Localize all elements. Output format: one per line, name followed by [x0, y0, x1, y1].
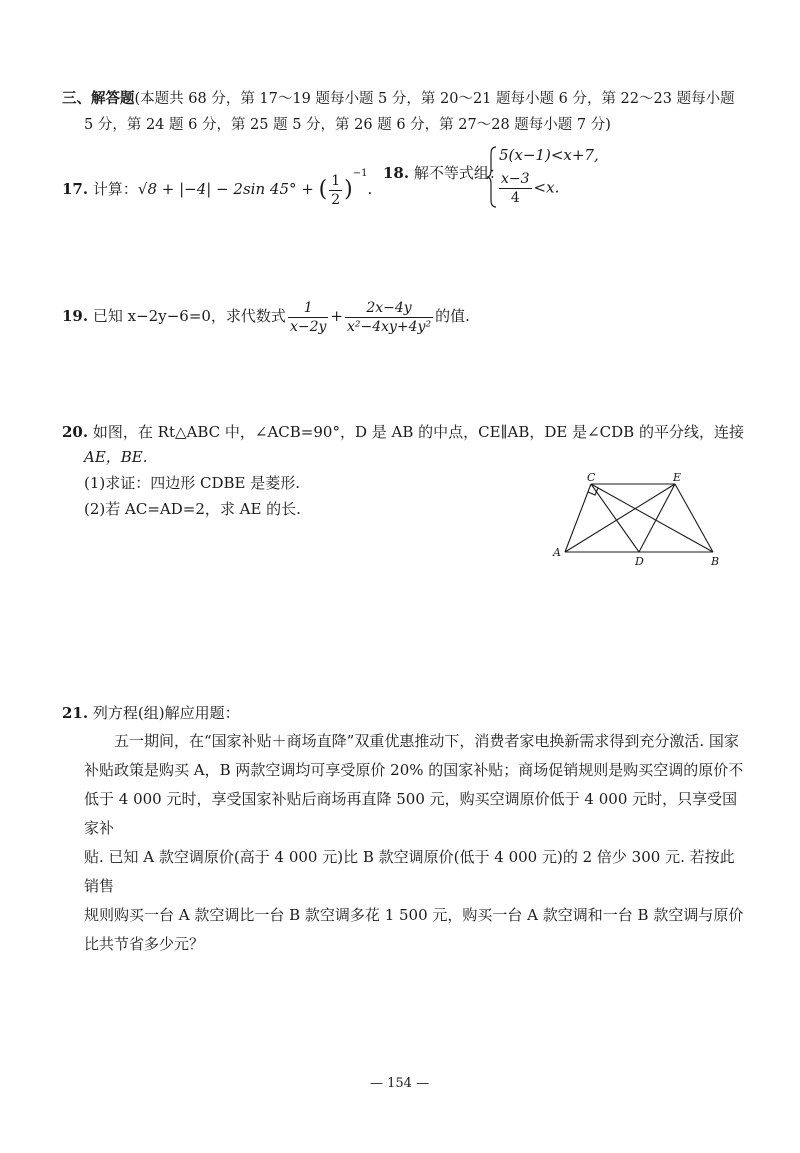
- question-number-19: 19.: [62, 307, 89, 325]
- q21-line: 贴. 已知 A 款空调原价(高于 4 000 元)比 B 款空调原价(低于 4 000 元)的 2 倍少 300 元. 若按此销售: [84, 848, 735, 895]
- q20-part-2: (2)若 AC=AD=2，求 AE 的长.: [84, 500, 301, 518]
- q18-brace: [487, 146, 497, 208]
- question-21-title: [62, 702, 240, 724]
- section-header-line-2: [84, 114, 611, 136]
- q21-line: 补贴政策是购买 A，B 两款空调均可享受原价 20% 的国家补贴；商场促销规则是购买空调的原价不: [84, 761, 744, 779]
- q21-line: 低于 4 000 元时，享受国家补贴后商场再直降 500 元，购买空调原价低于 4 000 元时，只享受国家补: [84, 790, 738, 837]
- question-20-line-1: [62, 421, 744, 443]
- q21-line: 规则购买一台 A 款空调比一台 B 款空调多花 1 500 元，购买一台 A 款空调和一台 B 款空调与原价: [84, 906, 744, 924]
- q20-part-1: (1)求证：四边形 CDBE 是菱形.: [84, 474, 301, 492]
- section-heading: 三、解答题: [62, 90, 135, 107]
- question-number-21: 21.: [62, 704, 89, 722]
- label-A: A: [553, 546, 561, 559]
- q18-label: 解不等式组：: [413, 164, 504, 182]
- q18-inequality-2: $\frac{x-3}{4}$ <x.: [501, 171, 560, 206]
- q17-fraction: $\frac{1}{2}$: [331, 172, 341, 208]
- q21-title: 列方程(组)解应用题：: [92, 704, 240, 722]
- segment-CB: [591, 484, 713, 552]
- label-C: C: [587, 471, 596, 484]
- page-number: — 154 —: [370, 1076, 430, 1091]
- segment-AC: [565, 484, 591, 552]
- q21-body: [84, 727, 744, 959]
- section-description-1: (本题共 68 分，第 17～19 题每小题 5 分，第 20～21 题每小题 6 分，第 22～23 题每小题: [134, 91, 735, 107]
- q17-expression: √8 + |−4| − 2sin 45° +: [137, 180, 319, 198]
- label-B: B: [711, 555, 720, 568]
- q19-text-b: 的值.: [435, 307, 470, 325]
- q20-line-1: 如图，在 Rt△ABC 中，∠ACB=90°，D 是 AB 的中点，CE∥AB，DE 是∠CDB 的平分线，连接: [92, 423, 744, 441]
- q21-line: 比共节省多少元？: [84, 935, 205, 953]
- segment-DE: [639, 484, 675, 552]
- q17-end: .: [367, 180, 373, 198]
- q19-plus: +: [330, 307, 343, 325]
- question-number-18: 18.: [383, 164, 410, 182]
- section-header-line-1: [62, 88, 735, 110]
- q20-figure: [545, 470, 735, 570]
- question-number-20: 20.: [62, 423, 89, 441]
- q19-text-a: 已知 x−2y−6=0，求代数式: [92, 307, 286, 325]
- q19-fraction-1: $\frac{1}{x-2y}$: [289, 299, 327, 335]
- segment-AE: [565, 484, 675, 552]
- q20-line-2: AE，BE.: [84, 448, 148, 466]
- label-D: D: [635, 555, 644, 568]
- question-17: 17. 计算：√8 + |−4| − 2sin 45° + ( $\frac{1}{2}$ )$^{-1}$.: [62, 168, 373, 208]
- section-description-2: 5 分，第 24 题 6 分，第 25 题 5 分，第 26 题 6 分，第 27～28 题每小题 7 分): [84, 117, 611, 133]
- q19-fraction-2: $\frac{2x-4y}{\text{x²−4xy+4y²}}$: [346, 299, 432, 335]
- question-19: [62, 296, 470, 336]
- label-E: E: [673, 471, 682, 484]
- q17-exponent: −1: [352, 168, 368, 179]
- segment-CD: [591, 484, 639, 552]
- question-number-17: 17.: [62, 180, 89, 198]
- q18-inequality-1: 5(x−1)<x+7,: [499, 146, 599, 164]
- q17-label: 计算：: [92, 180, 138, 198]
- q21-line: 五一期间，在“国家补贴＋商场直降”双重优惠推动下，消费者家电换新需求得到充分激活. 国家: [114, 732, 739, 750]
- question-18: [383, 142, 663, 212]
